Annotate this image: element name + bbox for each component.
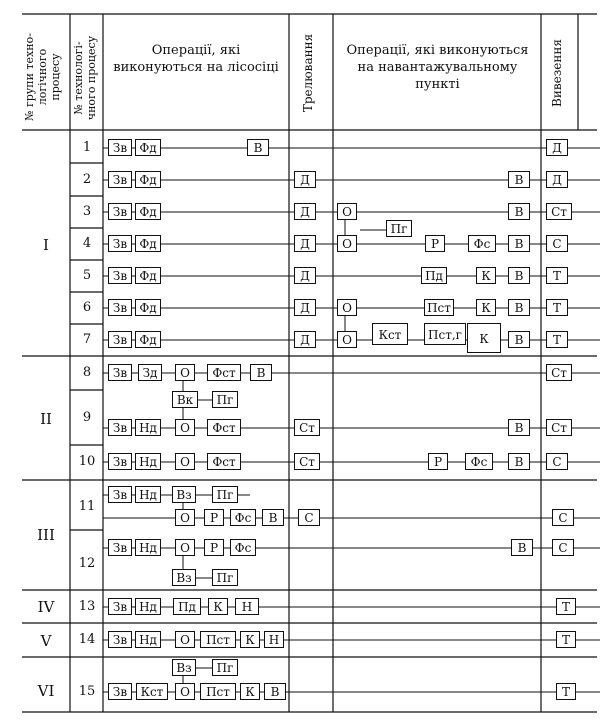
op-box: В <box>508 235 530 252</box>
op-box: В <box>508 299 530 316</box>
haul-box: С <box>546 235 568 252</box>
process-number: 6 <box>82 300 92 315</box>
op-box: Фд <box>135 331 161 348</box>
op-box: О <box>175 539 195 556</box>
op-box: О <box>175 509 195 526</box>
op-box: Фд <box>135 299 161 316</box>
op-box: Вк <box>172 391 198 408</box>
op-box: О <box>175 631 195 648</box>
trelyuv-box: Ст <box>294 419 320 436</box>
op-box: О <box>175 683 195 700</box>
group-label-2: II <box>40 410 52 428</box>
op-box: Фд <box>135 203 161 220</box>
op-box: Зв <box>108 364 132 381</box>
op-box: Нд <box>135 631 161 648</box>
op-box: Нд <box>135 453 161 470</box>
trelyuv-box: Д <box>294 235 316 252</box>
op-box: О <box>175 364 195 381</box>
op-box: Зв <box>108 598 132 615</box>
op-box: Пд <box>421 267 447 284</box>
op-box: Фд <box>135 139 161 156</box>
op-box: Нд <box>135 486 161 503</box>
process-number: 11 <box>78 499 96 514</box>
trelyuv-box: Д <box>294 331 316 348</box>
process-column-header: № технологі-чного процесу <box>72 35 98 121</box>
op-box: К <box>467 323 501 353</box>
op-box: Пст <box>200 683 236 700</box>
op-box: О <box>337 235 357 252</box>
op-box: Н <box>235 598 259 615</box>
op-box: Фс <box>230 539 256 556</box>
process-number: 13 <box>78 599 96 614</box>
op-box: В <box>250 364 272 381</box>
haul-box: Т <box>546 331 568 348</box>
op-box: Фст <box>207 419 241 436</box>
haul-box: С <box>546 453 568 470</box>
op-box: Р <box>204 539 224 556</box>
op-box: В <box>508 203 530 220</box>
op-box: Нд <box>135 539 161 556</box>
haul-box: Ст <box>546 419 572 436</box>
op-box: Зв <box>108 331 132 348</box>
op-box: Зв <box>108 235 132 252</box>
op-box: Зв <box>108 539 132 556</box>
haul-box: С <box>552 509 574 526</box>
process-number: 9 <box>82 410 92 425</box>
op-box: Пст <box>200 631 236 648</box>
op-box: К <box>476 267 496 284</box>
op-box: Зв <box>108 171 132 188</box>
op-box: Зв <box>108 683 132 700</box>
haul-box: Д <box>546 139 568 156</box>
haul-box: Т <box>556 683 576 700</box>
ops-site-header: Операції, які виконуються на лісосіці <box>113 43 279 75</box>
process-number: 3 <box>82 204 92 219</box>
process-number: 14 <box>78 632 96 647</box>
op-box: Зв <box>108 453 132 470</box>
op-box: Фд <box>135 235 161 252</box>
group-label-1: I <box>43 236 49 254</box>
group-label-3: III <box>37 526 55 544</box>
op-box: Зв <box>108 631 132 648</box>
op-box: Н <box>264 631 284 648</box>
op-box: К <box>476 299 496 316</box>
haul-box: Т <box>546 267 568 284</box>
group-label-6: VI <box>37 682 55 700</box>
op-box: Фс <box>465 453 493 470</box>
op-box: Зв <box>108 419 132 436</box>
op-box: В <box>508 171 530 188</box>
haul-box: Ст <box>546 364 572 381</box>
process-number: 7 <box>82 332 92 347</box>
op-box: Вз <box>172 569 196 586</box>
op-box: К <box>240 683 260 700</box>
haul-box: Т <box>556 598 576 615</box>
op-box: Пст,г <box>424 323 466 345</box>
op-box: Зв <box>108 203 132 220</box>
process-number: 1 <box>82 140 92 155</box>
tree-length-header: Трелювання <box>301 33 315 113</box>
op-box: Фд <box>135 267 161 284</box>
trelyuv-box: С <box>298 509 320 526</box>
op-box: В <box>508 331 530 348</box>
op-box: В <box>508 267 530 284</box>
op-box: К <box>208 598 228 615</box>
trelyuv-box: Д <box>294 171 316 188</box>
group-label-5: V <box>40 632 52 650</box>
op-box: Пг <box>386 220 412 237</box>
op-box: Пг <box>212 659 238 676</box>
op-box: Р <box>425 235 445 252</box>
group-label-4: IV <box>37 598 55 616</box>
op-box: В <box>262 509 284 526</box>
op-box: Зв <box>108 486 132 503</box>
process-number: 2 <box>82 172 92 187</box>
op-box: Кст <box>136 683 168 700</box>
op-box: В <box>511 539 533 556</box>
op-box: Нд <box>135 598 161 615</box>
haul-box: С <box>552 539 574 556</box>
op-box: В <box>247 139 269 156</box>
op-box: Кст <box>372 323 408 345</box>
op-box: Пд <box>173 598 201 615</box>
op-box: К <box>240 631 260 648</box>
process-number: 12 <box>78 556 96 571</box>
trelyuv-box: Д <box>294 299 316 316</box>
op-box: Вз <box>172 486 196 503</box>
op-box: Фс <box>230 509 256 526</box>
op-box: Фст <box>207 453 241 470</box>
op-box: В <box>264 683 286 700</box>
process-number: 8 <box>82 365 92 380</box>
process-number: 4 <box>82 236 92 251</box>
group-column-header: № групи техно-логічного процесу <box>23 33 62 121</box>
op-box: Зв <box>108 139 132 156</box>
op-box: Зв <box>108 267 132 284</box>
process-number: 5 <box>82 268 92 283</box>
op-box: Фд <box>135 171 161 188</box>
ops-loading-header: Операції, які виконуються на навантажувальному пункті <box>346 43 529 92</box>
op-box: О <box>337 203 357 220</box>
op-box: В <box>508 419 530 436</box>
haul-box: Т <box>546 299 568 316</box>
op-box: Пг <box>212 569 238 586</box>
process-number: 15 <box>78 684 96 699</box>
op-box: О <box>175 453 195 470</box>
op-box: Р <box>428 453 448 470</box>
trelyuv-box: Д <box>294 267 316 284</box>
op-box: О <box>175 419 195 436</box>
haul-box: Ст <box>546 203 572 220</box>
op-box: Зв <box>108 299 132 316</box>
op-box: Вз <box>172 659 196 676</box>
op-box: Нд <box>135 419 161 436</box>
op-box: Пг <box>212 486 238 503</box>
haul-box: Д <box>546 171 568 188</box>
trelyuv-box: Ст <box>294 453 320 470</box>
trelyuv-box: Д <box>294 203 316 220</box>
process-number: 10 <box>78 454 96 469</box>
op-box: Пг <box>212 391 238 408</box>
op-box: О <box>337 299 357 316</box>
hauling-header: Вивезення <box>550 39 564 107</box>
op-box: Р <box>204 509 224 526</box>
op-box: Зд <box>138 364 162 381</box>
op-box: Фс <box>468 235 496 252</box>
op-box: В <box>508 453 530 470</box>
haul-box: Т <box>556 631 576 648</box>
op-box: Пст <box>424 299 454 316</box>
op-box: О <box>337 331 357 348</box>
op-box: Фст <box>207 364 241 381</box>
